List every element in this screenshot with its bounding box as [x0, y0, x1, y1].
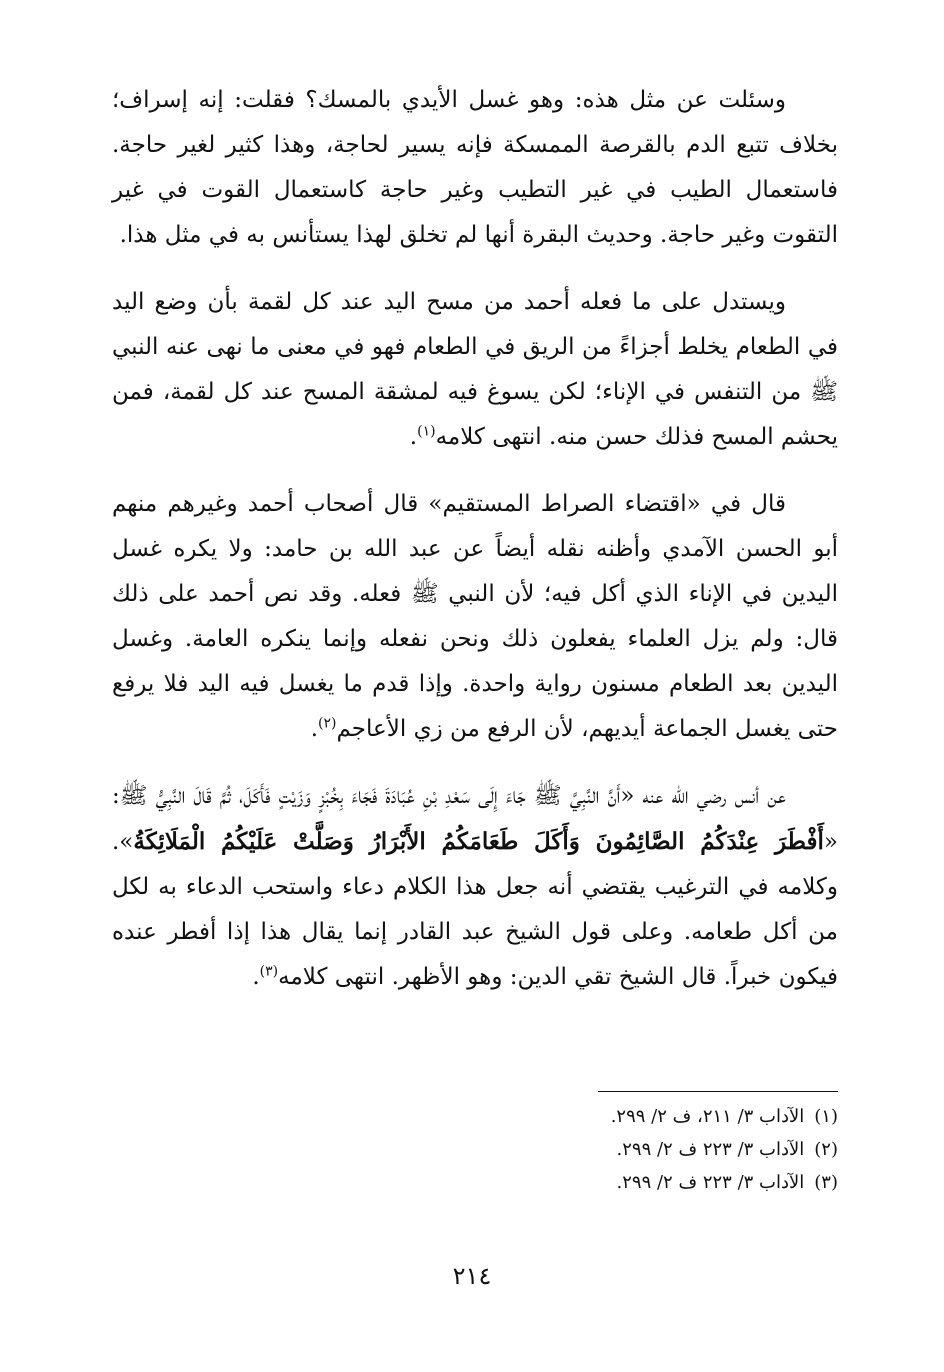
paragraph-3-end: .	[310, 716, 319, 742]
footnote-2	[112, 1133, 838, 1166]
footnote-ref-3[interactable]: (٣)	[259, 963, 279, 980]
footnote-ref-2[interactable]: (٢)	[318, 715, 337, 732]
paragraph-1-text: وسئلت عن مثل هذه: وهو غسل الأيدي بالمسك؟ فقلت: إنه إسراف؛ بخلاف تتبع الدم بالقرصة الممسكة فإنه يسير لحاجة، وهذا كثير لغير حاجة. فاستعمال الطيب في غير التطيب وغير حاجة كاستعمال القوت في غير التقوت وغير حاجة. وحديث البقرة أنها لم تخلق لهذا يستأنس به في مثل هذا.	[112, 87, 838, 248]
paragraph-2-end: .	[409, 424, 418, 450]
footnote-ref-1[interactable]: (١)	[417, 423, 436, 440]
paragraph-2	[112, 280, 838, 460]
footnote-number: (٢)	[814, 1139, 838, 1160]
footnote-text: الآداب ٣/ ٢٢٣ ف ٢/ ٢٩٩.	[616, 1172, 805, 1193]
footnote-text: الآداب ٣/ ٢٢٣ ف ٢/ ٢٩٩.	[616, 1139, 805, 1160]
paragraph-4-text-after: ». وكلامه في الترغيب يقتضي أنه جعل هذا الكلام دعاء واستحب الدعاء به لكل من أكل طعامه. وعلى قول الشيخ عبد القادر إنما يقال هذا إذا أفطر عنده فيكون خبراً. قال الشيخ تقي الدين: وهو الأظهر. انتهى كلامه	[112, 829, 838, 990]
paragraph-4-text-before: عن أنس رضي الله عنه «أَنَّ النَّبِيَّ ﷺ جَاءَ إِلَى سَعْدِ بْنِ عُبَادَةَ فَجَاءَ بِخُبْزٍ وَزَيْتٍ فَأَكَلَ، ثُمَّ قَالَ النَّبِيُّ ﷺ: «	[112, 783, 838, 855]
paragraph-4	[112, 774, 838, 1000]
footnote-separator	[598, 1091, 838, 1092]
footnote-1	[112, 1100, 838, 1133]
paragraph-4-end: .	[252, 964, 260, 990]
paragraph-3-text: قال في «اقتضاء الصراط المستقيم» قال أصحاب أحمد وغيرهم منهم أبو الحسن الآمدي وأظنه نقله أيضاً عن عبد الله بن حامد: ولا يكره غسل اليدين في الإناء الذي أكل فيه؛ لأن النبي ﷺ فعله. وقد نص أحمد على ذلك قال: ولم يزل العلماء يفعلون ذلك ونحن نفعله وإنما ينكره العامة. وغسل اليدين بعد الطعام مسنون رواية واحدة. وإذا قدم ما يغسل فيه اليد فلا يرفع حتى يغسل الجماعة أيديهم، لأن الرفع من زي الأعاجم	[112, 491, 838, 742]
footnotes-list	[112, 1100, 838, 1199]
footnote-text: الآداب ٣/ ٢١١، ف ٢/ ٢٩٩.	[610, 1106, 805, 1127]
footnote-number: (٣)	[814, 1172, 838, 1193]
page-number: ٢١٤	[452, 1262, 492, 1290]
paragraph-3	[112, 482, 838, 752]
paragraph-1	[112, 78, 838, 258]
paragraph-2-text: ويستدل على ما فعله أحمد من مسح اليد عند كل لقمة بأن وضع اليد في الطعام يخلط أجزاءً من الريق في الطعام فهو في معنى ما نهى عنه النبي ﷺ من التنفس في الإناء؛ لكن يسوغ فيه لمشقة المسح عند كل لقمة، فمن يحشم المسح فذلك حسن منه. انتهى كلامه	[112, 289, 838, 450]
footnote-3	[112, 1166, 838, 1199]
footnote-number: (١)	[814, 1106, 838, 1127]
hadith-quote-bold: أَفْطَرَ عِنْدَكُمُ الصَّائِمُونَ وَأَكَلَ طَعَامَكُمُ الأَبْرَارُ وَصَلَّتْ عَلَيْكُمُ الْمَلَائِكَةُ	[133, 828, 824, 855]
main-text	[112, 78, 838, 1022]
